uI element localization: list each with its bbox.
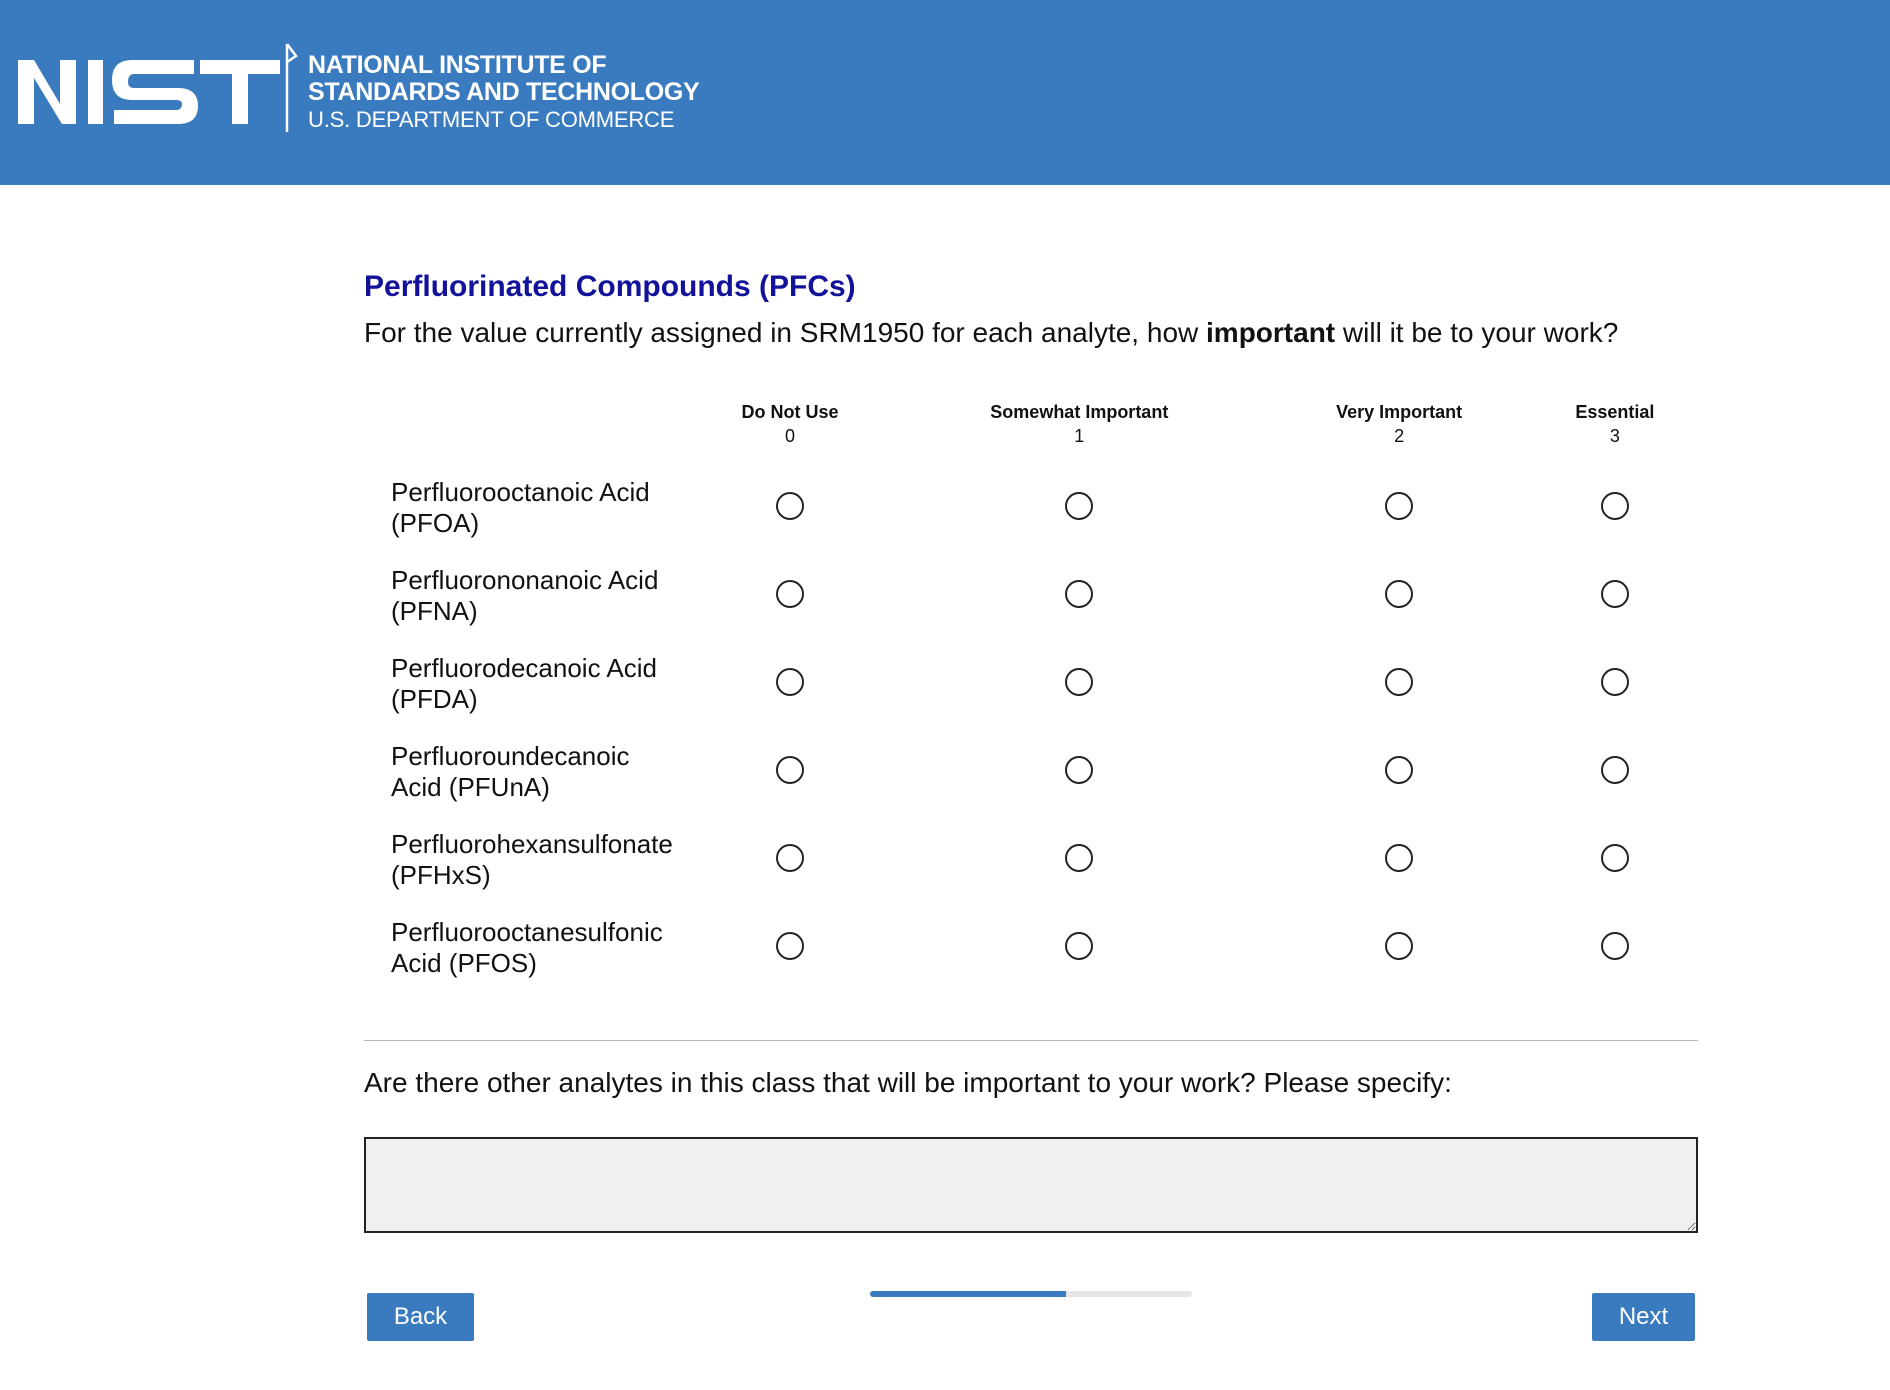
agency-line-3: U.S. DEPARTMENT OF COMMERCE <box>308 107 675 132</box>
scale-value: 3 <box>1609 426 1620 446</box>
cell-somewhat-important <box>892 728 1266 816</box>
cell-do-not-use <box>688 728 892 816</box>
scale-value: 2 <box>1394 426 1405 446</box>
scale-header-0 <box>688 400 892 464</box>
cell-do-not-use <box>688 552 892 640</box>
radio-pfuna-2[interactable] <box>1385 756 1413 784</box>
matrix-question <box>364 312 1698 354</box>
analyte-label-line2: Acid (PFUnA) <box>391 772 550 802</box>
other-analytes-question: Are there other analytes in this class that will be important to your work? Please specify: <box>364 1067 1452 1098</box>
analyte-label-line1: Perfluoroundecanoic <box>391 741 630 771</box>
scale-value: 1 <box>1074 426 1085 446</box>
radio-pfda-3[interactable] <box>1601 668 1629 696</box>
radio-pfuna-0[interactable] <box>776 756 804 784</box>
matrix-corner <box>364 400 688 464</box>
analyte-label <box>364 904 688 992</box>
scale-label: Very Important <box>1336 402 1463 422</box>
analyte-label-line1: Perfluorononanoic Acid <box>391 565 659 595</box>
scale-label: Do Not Use <box>741 402 839 422</box>
analyte-label-line2: (PFDA) <box>391 684 478 714</box>
analyte-label <box>364 552 688 640</box>
logo-divider-icon <box>284 42 300 134</box>
question-text-end: will it be to your work? <box>1335 317 1619 348</box>
question-text-start: For the value currently assigned in SRM1950 for each analyte, how <box>364 317 1207 348</box>
cell-essential <box>1532 904 1698 992</box>
radio-pfhxs-3[interactable] <box>1601 844 1629 872</box>
cell-very-important <box>1267 552 1532 640</box>
cell-essential <box>1532 464 1698 552</box>
radio-pfoa-0[interactable] <box>776 492 804 520</box>
cell-very-important <box>1267 728 1532 816</box>
analyte-label <box>364 640 688 728</box>
radio-pfna-2[interactable] <box>1385 580 1413 608</box>
cell-somewhat-important <box>892 552 1266 640</box>
cell-somewhat-important <box>892 816 1266 904</box>
radio-pfna-1[interactable] <box>1065 580 1093 608</box>
cell-very-important <box>1267 904 1532 992</box>
cell-do-not-use <box>688 816 892 904</box>
cell-very-important <box>1267 816 1532 904</box>
scale-label: Essential <box>1575 402 1655 422</box>
agency-line-1: NATIONAL INSTITUTE OF <box>308 51 607 79</box>
progress-bar <box>870 1291 1192 1297</box>
cell-do-not-use <box>688 464 892 552</box>
radio-pfhxs-0[interactable] <box>776 844 804 872</box>
cell-do-not-use <box>688 904 892 992</box>
cell-very-important <box>1267 640 1532 728</box>
scale-header-1 <box>892 400 1266 464</box>
site-header <box>0 0 1890 185</box>
analyte-label <box>364 464 688 552</box>
analyte-label-line2: (PFOA) <box>391 508 480 538</box>
analyte-label-line1: Perfluorodecanoic Acid <box>391 653 657 683</box>
scale-value: 0 <box>785 426 796 446</box>
agency-line-2: STANDARDS AND TECHNOLOGY <box>308 78 700 106</box>
radio-pfoa-2[interactable] <box>1385 492 1413 520</box>
analyte-label-line2: (PFHxS) <box>391 860 491 890</box>
nist-logo-icon <box>18 52 280 128</box>
cell-very-important <box>1267 464 1532 552</box>
matrix-row-pfos <box>364 904 1698 992</box>
analyte-label-line2: (PFNA) <box>391 596 478 626</box>
radio-pfda-2[interactable] <box>1385 668 1413 696</box>
radio-pfos-1[interactable] <box>1065 932 1093 960</box>
radio-pfda-0[interactable] <box>776 668 804 696</box>
radio-pfoa-3[interactable] <box>1601 492 1629 520</box>
radio-pfuna-3[interactable] <box>1601 756 1629 784</box>
analyte-label-line1: Perfluorooctanesulfonic <box>391 917 663 947</box>
cell-somewhat-important <box>892 904 1266 992</box>
question-emphasis: important <box>1206 317 1336 348</box>
matrix-row-pfuna <box>364 728 1698 816</box>
survey-content <box>364 262 1698 1233</box>
cell-essential <box>1532 640 1698 728</box>
cell-somewhat-important <box>892 640 1266 728</box>
agency-name <box>308 52 699 134</box>
next-button[interactable]: Next <box>1592 1293 1695 1341</box>
analyte-label-line1: Perfluorohexansulfonate <box>391 829 673 859</box>
section-title: Perfluorinated Compounds (PFCs) <box>364 270 856 303</box>
radio-pfna-0[interactable] <box>776 580 804 608</box>
radio-pfna-3[interactable] <box>1601 580 1629 608</box>
other-analytes-input[interactable] <box>364 1137 1698 1233</box>
cell-essential <box>1532 816 1698 904</box>
matrix-header-row <box>364 400 1698 464</box>
scale-header-3 <box>1532 400 1698 464</box>
cell-essential <box>1532 552 1698 640</box>
radio-pfuna-1[interactable] <box>1065 756 1093 784</box>
matrix-row-pfda <box>364 640 1698 728</box>
radio-pfhxs-2[interactable] <box>1385 844 1413 872</box>
progress-fill <box>870 1291 1066 1297</box>
analyte-label <box>364 728 688 816</box>
radio-pfhxs-1[interactable] <box>1065 844 1093 872</box>
matrix-row-pfna <box>364 552 1698 640</box>
radio-pfos-2[interactable] <box>1385 932 1413 960</box>
cell-somewhat-important <box>892 464 1266 552</box>
analyte-label <box>364 816 688 904</box>
matrix-row-pfhxs <box>364 816 1698 904</box>
scale-header-2 <box>1267 400 1532 464</box>
matrix-row-pfoa <box>364 464 1698 552</box>
section-divider <box>364 1040 1698 1041</box>
cell-essential <box>1532 728 1698 816</box>
scale-label: Somewhat Important <box>990 402 1169 422</box>
analyte-label-line1: Perfluorooctanoic Acid <box>391 477 650 507</box>
radio-pfda-1[interactable] <box>1065 668 1093 696</box>
cell-do-not-use <box>688 640 892 728</box>
back-button[interactable]: Back <box>367 1293 474 1341</box>
radio-pfoa-1[interactable] <box>1065 492 1093 520</box>
radio-pfos-3[interactable] <box>1601 932 1629 960</box>
importance-matrix <box>364 400 1698 992</box>
analyte-label-line2: Acid (PFOS) <box>391 948 537 978</box>
radio-pfos-0[interactable] <box>776 932 804 960</box>
